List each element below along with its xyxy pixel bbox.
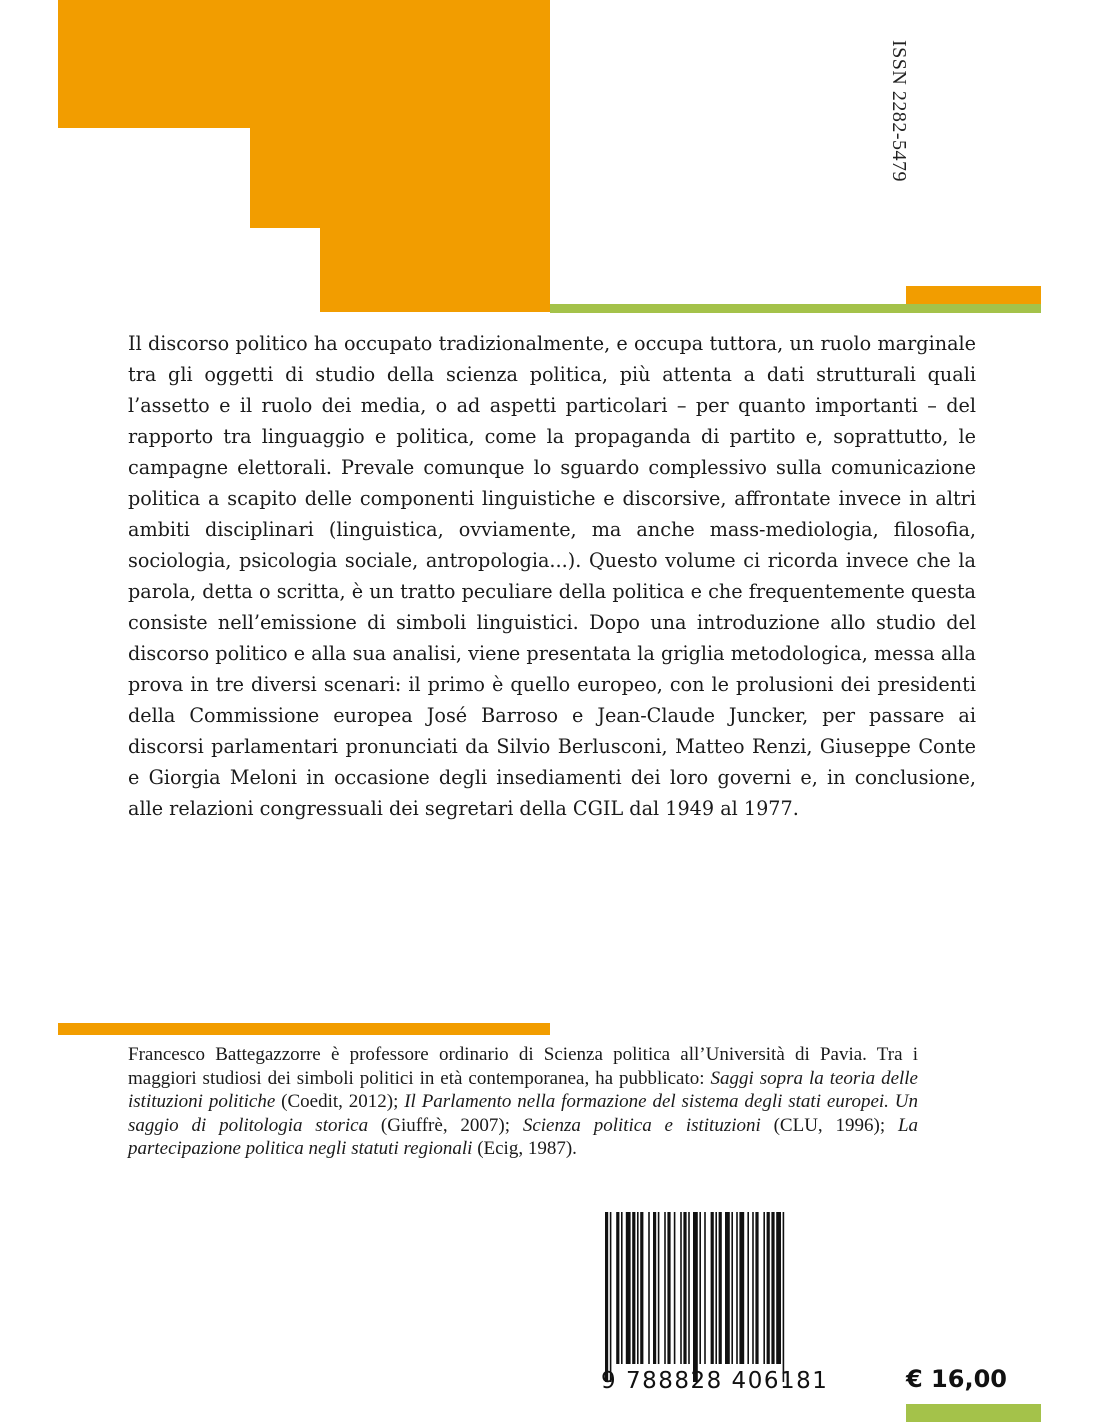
barcode-bar xyxy=(752,1212,754,1364)
barcode-bar xyxy=(653,1212,656,1364)
barcode-bar xyxy=(680,1212,682,1364)
barcode-bar xyxy=(605,1212,608,1382)
barcode-bar xyxy=(674,1212,676,1364)
barcode-bar xyxy=(715,1212,717,1364)
barcode-bar xyxy=(711,1212,714,1364)
decor-block-right xyxy=(906,286,1041,304)
barcode-bar xyxy=(664,1212,666,1364)
decor-bar-orange-mid xyxy=(58,1023,550,1035)
barcode-bar xyxy=(739,1212,744,1364)
barcode-bar xyxy=(767,1212,770,1364)
barcode-bar xyxy=(621,1212,623,1364)
barcode-bar xyxy=(755,1212,758,1364)
decor-block-step-1 xyxy=(250,128,550,228)
barcode-bar xyxy=(632,1212,635,1364)
decor-block-top-left xyxy=(58,0,550,128)
author-intro: è professore ordinario di Scienza politica all’Università di Pavia. Tra i maggiori studiosi dei simboli politici in età contemporanea, ha pubblicato: xyxy=(128,1044,919,1089)
barcode-image xyxy=(601,1212,847,1392)
barcode-bar xyxy=(725,1212,730,1364)
barcode-bar xyxy=(763,1212,765,1364)
barcode-bar xyxy=(704,1212,706,1364)
issn-label: ISSN 2282-5479 xyxy=(888,40,910,183)
author-bio xyxy=(128,1043,918,1161)
barcode-bar xyxy=(693,1212,698,1382)
barcode-bar xyxy=(771,1212,774,1364)
blurb-text: Il discorso politico ha occupato tradizionalmente, e occupa tuttora, un ruolo marginale tra gli oggetti di studio della scienza politica, più attenta a dati strutturali quali l’assetto e il ruolo dei media, o ad aspetti particolari – per quanto importanti – del rapporto tra linguaggio e politica, come la propaganda di partito e, soprattutto, le campagne elettorali. Prevale comunque lo sguardo complessivo sulla comunicazione politica a scapito delle componenti linguistiche e discorsive, affrontate invece in altri ambiti disciplinari (linguistica, ovviamente, ma anche mass-mediologia, filosofia, sociologia, psicologia sociale, antropologia...). Questo volume ci ricorda invece che la parola, detta o scritta, è un tratto peculiare della politica e che frequentemente questa consiste nell’emissione di simboli linguistici. Dopo una introduzione allo studio del discorso politico e alla sua analisi, viene presentata la griglia metodologica, messa alla prova in tre diversi scenari: il primo è quello europeo, con le prolusioni dei presidenti della Commissione europea José Barroso e Jean-Claude Juncker, per passare ai discorsi parlamentari pronunciati da Silvio Berlusconi, Matteo Renzi, Giuseppe Conte e Giorgia Meloni in occasione degli insediamenti dei loro governi e, in conclusione, alle relazioni congressuali dei segretari della CGIL dal 1949 al 1977. xyxy=(128,332,976,820)
barcode-bar xyxy=(731,1212,733,1364)
barcode-bar xyxy=(658,1212,660,1364)
barcode-bar xyxy=(719,1212,722,1364)
work-details: (Coedit, 2012); xyxy=(275,1091,405,1112)
work-title: Il Parlamento nella formazione del sistema degli stati europei. Un saggio di politologia storica xyxy=(128,1091,918,1136)
barcode-bar xyxy=(610,1212,612,1382)
author-name: Francesco Battegazzorre xyxy=(128,1044,321,1065)
barcode-bar xyxy=(688,1212,690,1364)
barcode-bar xyxy=(683,1212,686,1364)
barcode-bar xyxy=(640,1212,643,1364)
barcode-bar xyxy=(616,1212,619,1364)
barcode-bar xyxy=(736,1212,738,1364)
barcode-bar xyxy=(776,1212,781,1364)
decor-bar-green-bottom xyxy=(906,1404,1041,1422)
barcode-bar xyxy=(747,1212,749,1364)
barcode-bar xyxy=(783,1212,785,1382)
work-title: Saggi sopra la teoria delle istituzioni politiche xyxy=(128,1067,918,1112)
barcode-bar xyxy=(637,1212,639,1364)
decor-bar-green-top xyxy=(550,304,1041,313)
barcode-bar xyxy=(648,1212,650,1364)
work-details: (Giuffrè, 2007); xyxy=(368,1114,523,1136)
barcode-bar xyxy=(626,1212,631,1364)
work-title: La partecipazione politica negli statuti regionali xyxy=(128,1114,919,1159)
barcode-digits: 9 788828 406181 xyxy=(601,1368,829,1394)
barcode-bar xyxy=(667,1212,670,1364)
work-details: (Ecig, 1987). xyxy=(472,1138,577,1159)
barcode-bar xyxy=(699,1212,701,1364)
work-details: (CLU, 1996); xyxy=(760,1114,898,1136)
work-title: Scienza politica e istituzioni xyxy=(522,1114,761,1136)
decor-block-step-2 xyxy=(320,228,550,312)
price-label: € 16,00 xyxy=(906,1365,1007,1393)
